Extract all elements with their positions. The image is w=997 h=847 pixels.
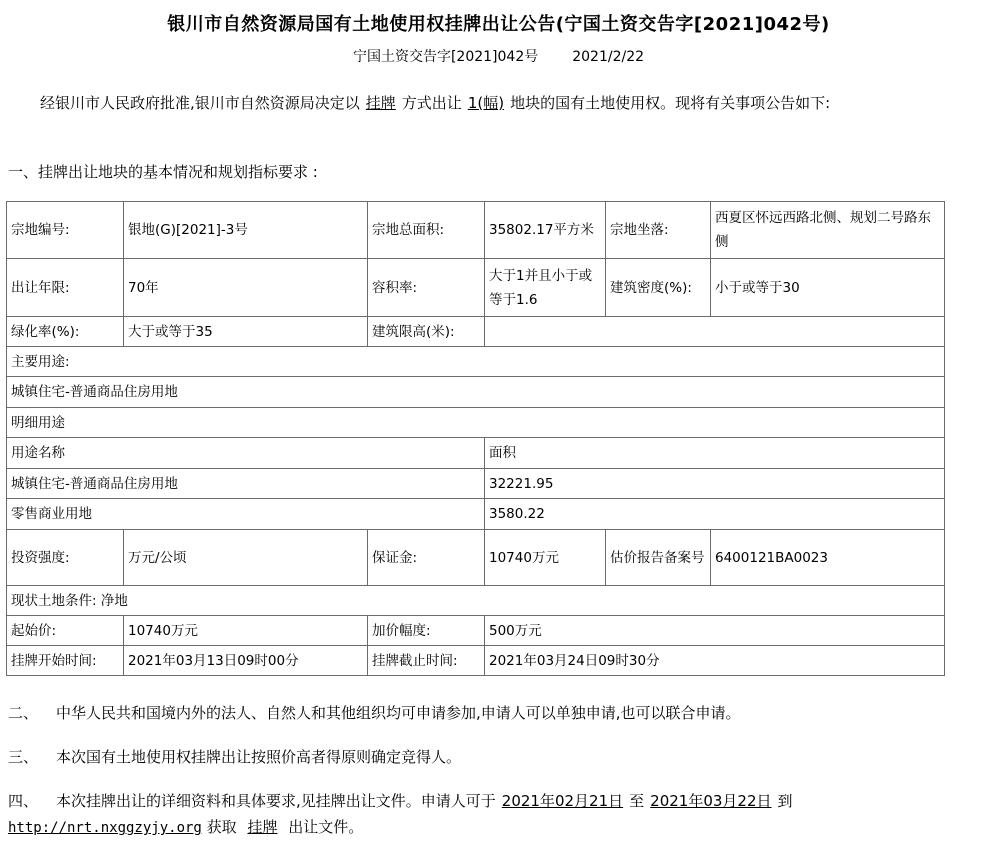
invest-label: 投资强度:	[7, 530, 124, 586]
table-row	[7, 616, 945, 646]
table-row	[7, 202, 945, 259]
end-time-label: 挂牌截止时间:	[368, 646, 485, 676]
density-value: 小于或等于30	[711, 259, 945, 317]
use-area-header: 面积	[485, 438, 945, 469]
start-price-value: 10740万元	[124, 616, 368, 646]
method-text: 挂牌	[247, 818, 278, 836]
intro-paragraph	[8, 90, 948, 116]
intro-text-2: 方式出让	[401, 94, 462, 112]
location-value: 西夏区怀远西路北侧、规划二号路东侧	[711, 202, 945, 259]
use-name: 城镇住宅-普通商品住房用地	[7, 469, 485, 499]
doc-meta	[0, 46, 997, 66]
paragraph-number: 四、	[8, 792, 39, 810]
increment-label: 加价幅度:	[368, 616, 485, 646]
table-row	[7, 347, 945, 377]
appraisal-value: 6400121BA0023	[711, 530, 945, 586]
date-to: 2021年03月22日	[650, 792, 772, 810]
paragraph-text: 本次挂牌出让的详细资料和具体要求,见挂牌出让文件。申请人可于	[56, 792, 496, 810]
start-price-label: 起始价:	[7, 616, 124, 646]
table-row	[7, 317, 945, 347]
use-name-header: 用途名称	[7, 438, 485, 469]
table-row	[7, 586, 945, 616]
parcel-info-table	[6, 201, 945, 676]
increment-value: 500万元	[485, 616, 945, 646]
end-time-value: 2021年03月24日09时30分	[485, 646, 945, 676]
parcel-no-label: 宗地编号:	[7, 202, 124, 259]
paragraph-3	[8, 744, 958, 770]
term-label: 出让年限:	[7, 259, 124, 317]
area-label: 宗地总面积:	[368, 202, 485, 259]
table-row	[7, 438, 945, 469]
detail-use-label: 明细用途	[7, 408, 945, 438]
density-label: 建筑密度(%):	[606, 259, 711, 317]
start-time-label: 挂牌开始时间:	[7, 646, 124, 676]
to-place-text: 到	[777, 792, 793, 810]
invest-value: 万元/公顷	[124, 530, 368, 586]
table-row	[7, 646, 945, 676]
document-text: 出让文件。	[288, 818, 364, 836]
start-time-value: 2021年03月13日09时00分	[124, 646, 368, 676]
height-value	[485, 317, 945, 347]
intro-text-3: 地块的国有土地使用权。现将有关事项公告如下:	[510, 94, 831, 112]
table-row	[7, 530, 945, 586]
doc-date: 2021/2/22	[572, 49, 645, 65]
height-label: 建筑限高(米):	[368, 317, 485, 347]
use-area: 32221.95	[485, 469, 945, 499]
appraisal-label: 估价报告备案号	[606, 530, 711, 586]
section-1-heading: 一、挂牌出让地块的基本情况和规划指标要求 :	[8, 163, 318, 181]
intro-method: 挂牌	[365, 94, 396, 112]
use-name: 零售商业用地	[7, 499, 485, 530]
far-value: 大于1并且小于或等于1.6	[485, 259, 606, 317]
paragraph-4	[8, 788, 958, 841]
paragraph-number: 二、	[8, 704, 39, 722]
location-label: 宗地坐落:	[606, 202, 711, 259]
paragraph-2	[8, 700, 958, 726]
main-use-value: 城镇住宅-普通商品住房用地	[7, 377, 945, 408]
far-label: 容积率:	[368, 259, 485, 317]
table-row	[7, 408, 945, 438]
table-row	[7, 259, 945, 317]
paragraph-text: 本次国有土地使用权挂牌出让按照价高者得原则确定竞得人。	[56, 748, 462, 766]
paragraph-number: 三、	[8, 748, 39, 766]
land-condition: 现状土地条件: 净地	[7, 586, 945, 616]
deposit-label: 保证金:	[368, 530, 485, 586]
to-text: 至	[629, 792, 645, 810]
area-value: 35802.17平方米	[485, 202, 606, 259]
parcel-no-value: 银地(G)[2021]-3号	[124, 202, 368, 259]
obtain-text: 获取	[206, 818, 237, 836]
documents-link[interactable]: http://nrt.nxggzyjy.org	[8, 820, 202, 836]
green-label: 绿化率(%):	[7, 317, 124, 347]
use-area: 3580.22	[485, 499, 945, 530]
doc-number: 宁国土资交告字[2021]042号	[352, 49, 539, 65]
intro-count: 1(幅)	[467, 94, 505, 112]
term-value: 70年	[124, 259, 368, 317]
main-use-label: 主要用途:	[7, 347, 945, 377]
intro-text-1: 经银川市人民政府批准,银川市自然资源局决定以	[40, 94, 360, 112]
deposit-value: 10740万元	[485, 530, 606, 586]
paragraph-text: 中华人民共和国境内外的法人、自然人和其他组织均可申请参加,申请人可以单独申请,也可以联合申请。	[56, 704, 741, 722]
date-from: 2021年02月21日	[501, 792, 624, 810]
page-title: 银川市自然资源局国有土地使用权挂牌出让公告(宁国土资交告字[2021]042号)	[167, 14, 830, 35]
table-row	[7, 377, 945, 408]
green-value: 大于或等于35	[124, 317, 368, 347]
table-row	[7, 499, 945, 530]
table-row	[7, 469, 945, 499]
